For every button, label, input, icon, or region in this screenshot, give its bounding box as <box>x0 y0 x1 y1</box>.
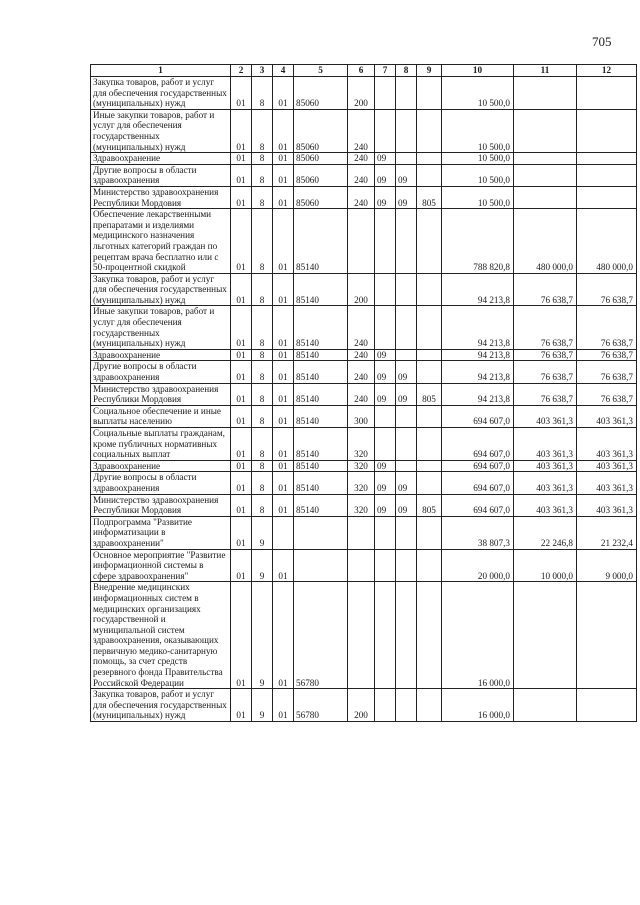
table-cell: 403 361,3 <box>577 405 637 427</box>
table-cell: 09 <box>396 361 417 383</box>
table-cell: 01 <box>231 472 252 494</box>
table-cell <box>396 349 417 361</box>
table-cell: 300 <box>348 405 375 427</box>
table-row <box>91 349 637 361</box>
table-cell: 403 361,3 <box>514 494 577 516</box>
table-cell <box>294 516 348 549</box>
row-name-cell: Другие вопросы в области здравоохранения <box>91 361 231 383</box>
table-cell: 8 <box>252 428 273 461</box>
table-cell: 8 <box>252 349 273 361</box>
table-cell <box>514 153 577 165</box>
table-cell <box>396 516 417 549</box>
table-cell <box>348 582 375 689</box>
table-cell <box>375 549 396 582</box>
table-cell: 01 <box>231 689 252 722</box>
table-cell: 805 <box>417 186 442 208</box>
table-cell: 403 361,3 <box>577 460 637 472</box>
table-cell: 9 <box>252 549 273 582</box>
table-cell <box>514 186 577 208</box>
table-cell: 85140 <box>294 361 348 383</box>
row-name-cell: Социальное обеспечение и иные выплаты населению <box>91 405 231 427</box>
table-cell: 09 <box>375 472 396 494</box>
table-cell: 76 638,7 <box>577 349 637 361</box>
column-header: 3 <box>252 65 273 77</box>
table-row <box>91 428 637 461</box>
table-cell: 01 <box>231 405 252 427</box>
row-name-cell: Здравоохранение <box>91 153 231 165</box>
table-cell: 01 <box>231 516 252 549</box>
table-cell: 320 <box>348 494 375 516</box>
table-header-row <box>91 65 637 77</box>
column-header: 2 <box>231 65 252 77</box>
table-cell: 85060 <box>294 186 348 208</box>
table-cell: 01 <box>273 494 294 516</box>
table-cell <box>417 516 442 549</box>
column-header: 1 <box>91 65 231 77</box>
table-cell: 09 <box>396 494 417 516</box>
table-cell: 09 <box>375 349 396 361</box>
row-name-cell: Основное мероприятие "Развитие информационной системы в сфере здравоохранения" <box>91 549 231 582</box>
table-cell <box>514 77 577 110</box>
table-cell: 8 <box>252 361 273 383</box>
table-cell: 200 <box>348 77 375 110</box>
table-cell: 09 <box>375 494 396 516</box>
table-cell: 01 <box>231 77 252 110</box>
row-name-cell: Министерство здравоохранения Республики Мордовия <box>91 494 231 516</box>
table-cell: 403 361,3 <box>577 472 637 494</box>
table-row <box>91 383 637 405</box>
table-cell: 38 807,3 <box>442 516 514 549</box>
table-cell: 9 <box>252 516 273 549</box>
table-row <box>91 306 637 349</box>
table-cell <box>417 460 442 472</box>
table-cell <box>577 689 637 722</box>
row-name-cell: Закупка товаров, работ и услуг для обеспечения государственных (муниципальных) нужд <box>91 273 231 306</box>
column-header: 7 <box>375 65 396 77</box>
table-cell <box>514 582 577 689</box>
table-cell: 85060 <box>294 109 348 152</box>
table-row <box>91 582 637 689</box>
table-cell: 16 000,0 <box>442 689 514 722</box>
table-cell <box>348 549 375 582</box>
table-cell: 240 <box>348 109 375 152</box>
table-cell <box>396 209 417 274</box>
table-cell <box>375 428 396 461</box>
row-name-cell: Социальные выплаты гражданам, кроме публичных нормативных социальных выплат <box>91 428 231 461</box>
table-cell: 01 <box>273 164 294 186</box>
table-cell: 01 <box>231 164 252 186</box>
row-name-cell: Другие вопросы в области здравоохранения <box>91 472 231 494</box>
table-cell: 240 <box>348 186 375 208</box>
table-cell: 85140 <box>294 349 348 361</box>
table-cell: 01 <box>273 383 294 405</box>
table-cell <box>417 361 442 383</box>
table-cell: 09 <box>396 164 417 186</box>
table-cell: 01 <box>231 306 252 349</box>
table-cell <box>577 153 637 165</box>
table-cell: 01 <box>273 349 294 361</box>
table-cell: 403 361,3 <box>514 405 577 427</box>
table-cell: 09 <box>396 472 417 494</box>
table-cell <box>396 77 417 110</box>
table-row <box>91 405 637 427</box>
budget-table <box>90 64 637 722</box>
table-cell: 85140 <box>294 460 348 472</box>
table-cell <box>417 164 442 186</box>
table-cell: 8 <box>252 383 273 405</box>
row-name-cell: Обеспечение лекарственными препаратами и изделиями медицинского назначения льготных категорий граждан по рецептам врача бесплатно или с 50-процентной скидкой <box>91 209 231 274</box>
table-cell: 10 500,0 <box>442 164 514 186</box>
table-cell: 200 <box>348 689 375 722</box>
page-number: 705 <box>592 34 612 49</box>
table-cell: 9 <box>252 582 273 689</box>
column-header: 9 <box>417 65 442 77</box>
table-cell: 8 <box>252 472 273 494</box>
table-cell <box>375 77 396 110</box>
table-cell: 56780 <box>294 582 348 689</box>
table-cell: 9 <box>252 689 273 722</box>
table-cell <box>396 405 417 427</box>
table-cell: 20 000,0 <box>442 549 514 582</box>
table-cell: 10 500,0 <box>442 109 514 152</box>
table-cell <box>417 109 442 152</box>
table-row <box>91 689 637 722</box>
table-cell: 01 <box>273 689 294 722</box>
table-cell: 85140 <box>294 428 348 461</box>
table-cell: 01 <box>273 428 294 461</box>
table-cell <box>417 428 442 461</box>
row-name-cell: Министерство здравоохранения Республики Мордовия <box>91 383 231 405</box>
table-cell: 8 <box>252 460 273 472</box>
table-cell <box>417 349 442 361</box>
table-cell: 403 361,3 <box>514 428 577 461</box>
table-cell: 94 213,8 <box>442 383 514 405</box>
table-cell: 403 361,3 <box>577 494 637 516</box>
table-cell: 85140 <box>294 209 348 274</box>
table-cell: 85140 <box>294 383 348 405</box>
table-cell <box>577 164 637 186</box>
table-cell: 788 820,8 <box>442 209 514 274</box>
table-cell: 403 361,3 <box>577 428 637 461</box>
table-cell <box>417 153 442 165</box>
table-cell: 240 <box>348 361 375 383</box>
table-cell: 10 500,0 <box>442 77 514 110</box>
table-cell <box>396 689 417 722</box>
table-cell: 76 638,7 <box>577 361 637 383</box>
table-cell <box>417 582 442 689</box>
table-cell: 200 <box>348 273 375 306</box>
table-cell: 01 <box>231 153 252 165</box>
table-cell: 01 <box>231 494 252 516</box>
table-row <box>91 109 637 152</box>
row-name-cell: Иные закупки товаров, работ и услуг для обеспечения государственных (муниципальных) нужд <box>91 306 231 349</box>
table-cell <box>396 273 417 306</box>
table-cell: 76 638,7 <box>514 361 577 383</box>
table-cell: 76 638,7 <box>514 273 577 306</box>
table-cell: 01 <box>231 383 252 405</box>
table-cell <box>417 77 442 110</box>
table-cell: 85060 <box>294 77 348 110</box>
row-name-cell: Другие вопросы в области здравоохранения <box>91 164 231 186</box>
table-cell: 8 <box>252 109 273 152</box>
column-header: 6 <box>348 65 375 77</box>
table-cell <box>577 582 637 689</box>
table-cell <box>396 109 417 152</box>
table-cell <box>375 306 396 349</box>
table-cell <box>375 273 396 306</box>
table-row <box>91 186 637 208</box>
column-header: 8 <box>396 65 417 77</box>
table-cell: 85140 <box>294 494 348 516</box>
table-cell: 694 607,0 <box>442 494 514 516</box>
table-cell: 76 638,7 <box>514 383 577 405</box>
table-cell: 01 <box>231 109 252 152</box>
table-cell <box>577 77 637 110</box>
table-cell <box>375 209 396 274</box>
table-cell: 09 <box>396 383 417 405</box>
table-cell: 8 <box>252 77 273 110</box>
table-cell: 76 638,7 <box>514 306 577 349</box>
table-cell: 480 000,0 <box>577 209 637 274</box>
table-cell: 76 638,7 <box>577 273 637 306</box>
table-cell: 85140 <box>294 405 348 427</box>
table-cell: 01 <box>273 549 294 582</box>
table-cell: 805 <box>417 494 442 516</box>
table-cell <box>396 460 417 472</box>
table-cell: 8 <box>252 405 273 427</box>
table-cell: 01 <box>273 153 294 165</box>
table-row <box>91 494 637 516</box>
table-cell: 85140 <box>294 306 348 349</box>
table-cell: 240 <box>348 153 375 165</box>
table-cell: 8 <box>252 494 273 516</box>
table-cell <box>417 549 442 582</box>
table-cell: 16 000,0 <box>442 582 514 689</box>
table-cell: 01 <box>231 273 252 306</box>
table-cell: 8 <box>252 153 273 165</box>
table-cell: 8 <box>252 186 273 208</box>
table-cell: 694 607,0 <box>442 405 514 427</box>
table-cell: 85060 <box>294 164 348 186</box>
table-cell: 09 <box>375 460 396 472</box>
table-cell <box>396 428 417 461</box>
table-cell: 694 607,0 <box>442 460 514 472</box>
table-cell: 01 <box>231 209 252 274</box>
table-cell: 10 000,0 <box>514 549 577 582</box>
table-cell: 403 361,3 <box>514 472 577 494</box>
table-cell: 94 213,8 <box>442 349 514 361</box>
row-name-cell: Иные закупки товаров, работ и услуг для обеспечения государственных (муниципальных) нужд <box>91 109 231 152</box>
table-cell: 480 000,0 <box>514 209 577 274</box>
table-cell: 10 500,0 <box>442 186 514 208</box>
table-cell: 403 361,3 <box>514 460 577 472</box>
table-row <box>91 77 637 110</box>
row-name-cell: Подпрограмма "Развитие информатизации в здравоохранении" <box>91 516 231 549</box>
column-header: 11 <box>514 65 577 77</box>
table-row <box>91 549 637 582</box>
table-cell: 09 <box>375 186 396 208</box>
table-cell: 94 213,8 <box>442 273 514 306</box>
table-cell <box>417 306 442 349</box>
table-cell <box>577 186 637 208</box>
table-cell: 76 638,7 <box>577 383 637 405</box>
table-cell <box>375 582 396 689</box>
table-cell: 09 <box>375 383 396 405</box>
table-cell: 94 213,8 <box>442 361 514 383</box>
table-cell: 76 638,7 <box>514 349 577 361</box>
table-cell: 240 <box>348 164 375 186</box>
table-cell: 01 <box>273 472 294 494</box>
table-cell: 01 <box>273 77 294 110</box>
column-header: 10 <box>442 65 514 77</box>
row-name-cell: Здравоохранение <box>91 460 231 472</box>
table-cell <box>417 209 442 274</box>
table-cell <box>396 153 417 165</box>
table-cell: 01 <box>273 209 294 274</box>
table-cell: 8 <box>252 209 273 274</box>
table-cell: 01 <box>273 273 294 306</box>
table-cell: 01 <box>231 460 252 472</box>
table-cell: 8 <box>252 164 273 186</box>
table-cell <box>417 273 442 306</box>
table-cell: 01 <box>231 186 252 208</box>
table-cell: 01 <box>273 361 294 383</box>
row-name-cell: Закупка товаров, работ и услуг для обеспечения государственных (муниципальных) нужд <box>91 689 231 722</box>
table-cell: 240 <box>348 383 375 405</box>
table-cell <box>348 209 375 274</box>
table-cell: 09 <box>375 153 396 165</box>
table-cell <box>273 516 294 549</box>
table-cell <box>417 405 442 427</box>
table-row <box>91 516 637 549</box>
table-cell: 94 213,8 <box>442 306 514 349</box>
table-cell: 01 <box>273 306 294 349</box>
table-cell: 694 607,0 <box>442 428 514 461</box>
table-cell: 320 <box>348 472 375 494</box>
table-cell: 805 <box>417 383 442 405</box>
table-cell: 85060 <box>294 153 348 165</box>
table-cell: 09 <box>396 186 417 208</box>
table-cell <box>375 689 396 722</box>
table-cell <box>514 109 577 152</box>
table-cell: 694 607,0 <box>442 472 514 494</box>
table-cell: 09 <box>375 361 396 383</box>
table-row <box>91 472 637 494</box>
table-cell <box>375 516 396 549</box>
table-cell: 01 <box>231 549 252 582</box>
table-cell: 01 <box>273 460 294 472</box>
table-cell <box>294 549 348 582</box>
table-cell: 8 <box>252 273 273 306</box>
table-cell: 01 <box>231 582 252 689</box>
table-cell: 01 <box>231 361 252 383</box>
row-name-cell: Здравоохранение <box>91 349 231 361</box>
table-row <box>91 460 637 472</box>
table-cell <box>396 306 417 349</box>
table-cell: 240 <box>348 349 375 361</box>
table-cell: 85140 <box>294 273 348 306</box>
table-cell: 22 246,8 <box>514 516 577 549</box>
table-cell: 320 <box>348 428 375 461</box>
table-cell <box>417 472 442 494</box>
column-header: 12 <box>577 65 637 77</box>
table-cell: 01 <box>231 349 252 361</box>
table-cell: 10 500,0 <box>442 153 514 165</box>
table-cell: 01 <box>273 109 294 152</box>
table-cell: 320 <box>348 460 375 472</box>
table-cell <box>514 164 577 186</box>
table-cell: 56780 <box>294 689 348 722</box>
row-name-cell: Министерство здравоохранения Республики Мордовия <box>91 186 231 208</box>
table-row <box>91 153 637 165</box>
table-cell: 01 <box>273 405 294 427</box>
table-cell <box>375 109 396 152</box>
table-row <box>91 273 637 306</box>
table-cell: 09 <box>375 164 396 186</box>
table-cell: 76 638,7 <box>577 306 637 349</box>
table-cell: 9 000,0 <box>577 549 637 582</box>
row-name-cell: Внедрение медицинских информационных систем в медицинских организациях государственной и муниципальной систем здравоохранения, оказывающих первичную медико-санитарную помощь, за счет средств резервного фонда Правительства Российской Федерации <box>91 582 231 689</box>
table-cell: 01 <box>273 186 294 208</box>
table-cell: 01 <box>273 582 294 689</box>
table-cell <box>577 109 637 152</box>
table-cell <box>348 516 375 549</box>
row-name-cell: Закупка товаров, работ и услуг для обеспечения государственных (муниципальных) нужд <box>91 77 231 110</box>
table-row <box>91 164 637 186</box>
table-cell: 8 <box>252 306 273 349</box>
table-cell: 240 <box>348 306 375 349</box>
column-header: 4 <box>273 65 294 77</box>
table-cell <box>417 689 442 722</box>
table-cell <box>396 549 417 582</box>
table-row <box>91 209 637 274</box>
column-header: 5 <box>294 65 348 77</box>
table-cell: 85140 <box>294 472 348 494</box>
table-cell: 21 232,4 <box>577 516 637 549</box>
table-cell <box>375 405 396 427</box>
table-cell <box>396 582 417 689</box>
table-cell: 01 <box>231 428 252 461</box>
table-row <box>91 361 637 383</box>
table-cell <box>514 689 577 722</box>
